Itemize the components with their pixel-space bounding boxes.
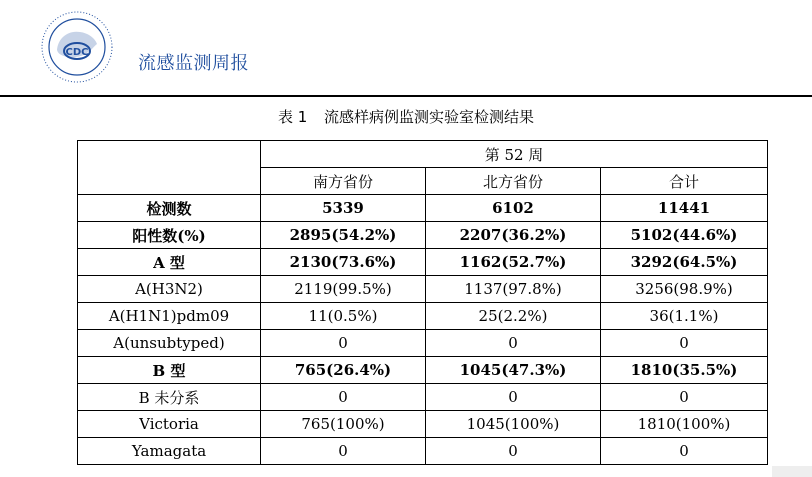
svg-text:CDC: CDC <box>65 47 89 58</box>
table-cell: 0 <box>261 384 426 411</box>
table-cell: 0 <box>261 330 426 357</box>
table-row <box>78 357 768 384</box>
row-label: Yamagata <box>78 438 261 465</box>
table-row <box>78 276 768 303</box>
table-cell: 5102(44.6%) <box>601 222 768 249</box>
page-header <box>0 0 812 95</box>
table-cell: 0 <box>426 438 601 465</box>
table-cell: 2130(73.6%) <box>261 249 426 276</box>
table-cell: 1810(35.5%) <box>601 357 768 384</box>
table-cell: 11441 <box>601 195 768 222</box>
column-header-north: 北方省份 <box>426 168 601 195</box>
table-cell: 2207(36.2%) <box>426 222 601 249</box>
table-cell: 11(0.5%) <box>261 303 426 330</box>
table-title: 流感样病例监测实验室检测结果 <box>324 108 535 126</box>
table-row <box>78 222 768 249</box>
table-cell: 765(100%) <box>261 411 426 438</box>
table-cell: 1045(47.3%) <box>426 357 601 384</box>
table-cell: 1137(97.8%) <box>426 276 601 303</box>
row-label: B 型 <box>78 357 261 384</box>
table-row <box>78 330 768 357</box>
table-cell: 0 <box>426 330 601 357</box>
table-cell: 0 <box>261 438 426 465</box>
table-cell: 25(2.2%) <box>426 303 601 330</box>
table-row <box>78 195 768 222</box>
row-label: B 未分系 <box>78 384 261 411</box>
table-cell: 0 <box>601 384 768 411</box>
column-header-total: 合计 <box>601 168 768 195</box>
row-label: Victoria <box>78 411 261 438</box>
row-label: A(H3N2) <box>78 276 261 303</box>
table-cell: 1162(52.7%) <box>426 249 601 276</box>
row-label: 阳性数(%) <box>78 222 261 249</box>
table-cell: 6102 <box>426 195 601 222</box>
china-cdc-logo-icon <box>40 10 114 84</box>
row-label: 检测数 <box>78 195 261 222</box>
table-caption <box>0 106 812 127</box>
row-label: A(H1N1)pdm09 <box>78 303 261 330</box>
table-cell: 3256(98.9%) <box>601 276 768 303</box>
header-divider <box>0 95 812 97</box>
table-row <box>78 384 768 411</box>
table-cell: 0 <box>601 330 768 357</box>
report-title: 流感监测周报 <box>138 53 249 74</box>
week-header: 第 52 周 <box>261 141 768 168</box>
table-cell: 0 <box>601 438 768 465</box>
table-cell: 0 <box>426 384 601 411</box>
table-cell: 3292(64.5%) <box>601 249 768 276</box>
table-cell: 2119(99.5%) <box>261 276 426 303</box>
table-cell: 765(26.4%) <box>261 357 426 384</box>
table-row <box>78 249 768 276</box>
page-edge-shadow <box>772 466 812 477</box>
table-cell: 2895(54.2%) <box>261 222 426 249</box>
table-cell: 1045(100%) <box>426 411 601 438</box>
results-table <box>77 140 768 465</box>
row-label: A 型 <box>78 249 261 276</box>
table-row <box>78 411 768 438</box>
table-cell: 36(1.1%) <box>601 303 768 330</box>
corner-cell <box>78 141 261 195</box>
table-row <box>78 438 768 465</box>
table-row <box>78 303 768 330</box>
table-cell: 5339 <box>261 195 426 222</box>
column-header-south: 南方省份 <box>261 168 426 195</box>
table-cell: 1810(100%) <box>601 411 768 438</box>
table-number: 表 1 <box>277 108 308 126</box>
row-label: A(unsubtyped) <box>78 330 261 357</box>
